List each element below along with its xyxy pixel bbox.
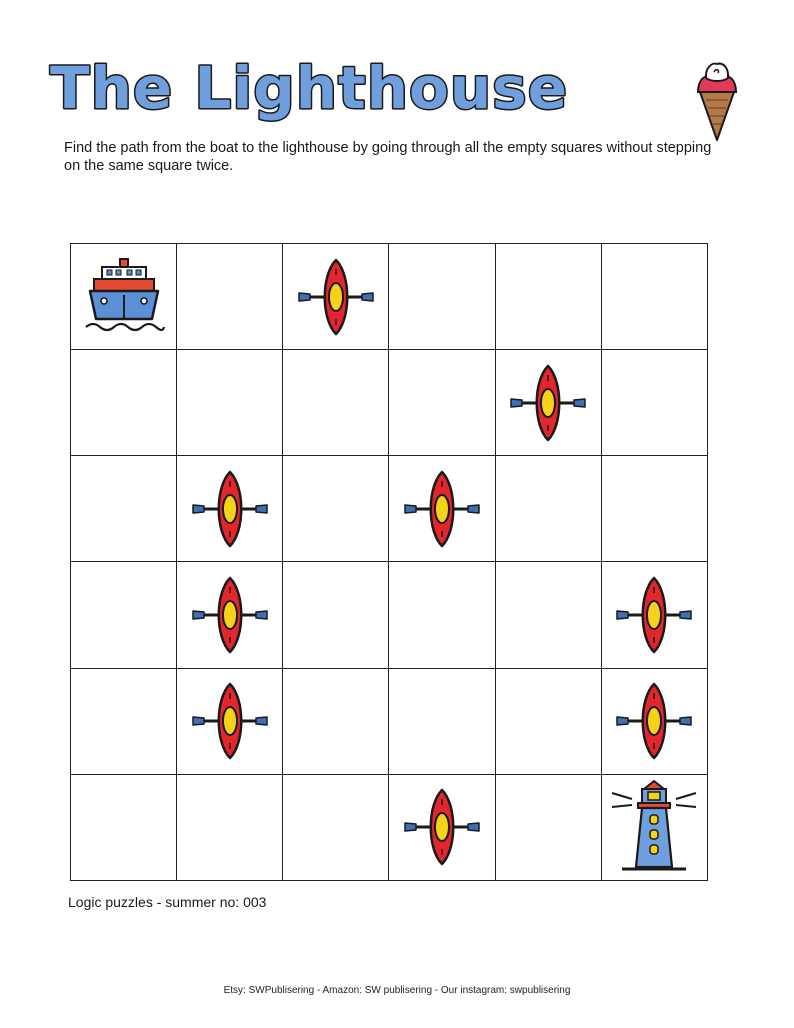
puzzle-grid xyxy=(70,243,708,881)
grid-cell-empty[interactable] xyxy=(602,244,708,350)
grid-cell-empty[interactable] xyxy=(496,775,602,881)
kayak-icon xyxy=(614,681,694,761)
grid-cell-empty[interactable] xyxy=(602,456,708,562)
grid-cell-empty[interactable] xyxy=(283,456,389,562)
kayak-icon xyxy=(402,787,482,867)
grid-cell-kayak xyxy=(177,562,283,668)
puzzle-label: Logic puzzles - summer no: 003 xyxy=(68,894,267,910)
grid-cell-empty[interactable] xyxy=(71,775,177,881)
page-title xyxy=(44,52,604,122)
grid-cell-empty[interactable] xyxy=(389,350,495,456)
page-title-text: The Lighthouse xyxy=(50,54,569,122)
lighthouse-icon xyxy=(604,777,704,877)
grid-cell-kayak xyxy=(177,669,283,775)
grid-cell-empty[interactable] xyxy=(389,669,495,775)
grid-cell-empty[interactable] xyxy=(283,669,389,775)
kayak-icon xyxy=(190,469,270,549)
grid-cell-empty[interactable] xyxy=(389,562,495,668)
grid-cell-kayak xyxy=(602,562,708,668)
grid-cell-empty[interactable] xyxy=(71,350,177,456)
grid-cell-empty[interactable] xyxy=(496,244,602,350)
grid-cell-empty[interactable] xyxy=(177,350,283,456)
grid-cell-empty[interactable] xyxy=(71,669,177,775)
grid-cell-empty[interactable] xyxy=(496,456,602,562)
grid-cell-empty[interactable] xyxy=(389,244,495,350)
grid-cell-empty[interactable] xyxy=(496,562,602,668)
footer-text: Etsy: SWPublisering - Amazon: SW publisering - Our instagram: swpublisering xyxy=(223,985,571,996)
instructions-text: Find the path from the boat to the lighthouse by going through all the empty squares without stepping on the same square twice. xyxy=(64,140,712,174)
grid-cell-lighthouse xyxy=(602,775,708,881)
grid-cell-empty[interactable] xyxy=(283,350,389,456)
grid-cell-empty[interactable] xyxy=(177,244,283,350)
ice-cream-icon xyxy=(692,58,742,144)
grid-cell-kayak xyxy=(389,775,495,881)
kayak-icon xyxy=(190,681,270,761)
kayak-icon xyxy=(190,575,270,655)
grid-cell-empty[interactable] xyxy=(283,562,389,668)
grid-cell-kayak xyxy=(177,456,283,562)
grid-cell-empty[interactable] xyxy=(496,669,602,775)
grid-cell-empty[interactable] xyxy=(71,562,177,668)
grid-cell-kayak xyxy=(283,244,389,350)
kayak-icon xyxy=(402,469,482,549)
kayak-icon xyxy=(508,363,588,443)
boat-icon xyxy=(82,255,166,339)
grid-cell-empty[interactable] xyxy=(602,350,708,456)
grid-cell-kayak xyxy=(602,669,708,775)
grid-cell-empty[interactable] xyxy=(71,456,177,562)
grid-cell-boat xyxy=(71,244,177,350)
kayak-icon xyxy=(614,575,694,655)
kayak-icon xyxy=(296,257,376,337)
grid-cell-empty[interactable] xyxy=(283,775,389,881)
grid-cell-kayak xyxy=(389,456,495,562)
grid-cell-kayak xyxy=(496,350,602,456)
grid-cell-empty[interactable] xyxy=(177,775,283,881)
